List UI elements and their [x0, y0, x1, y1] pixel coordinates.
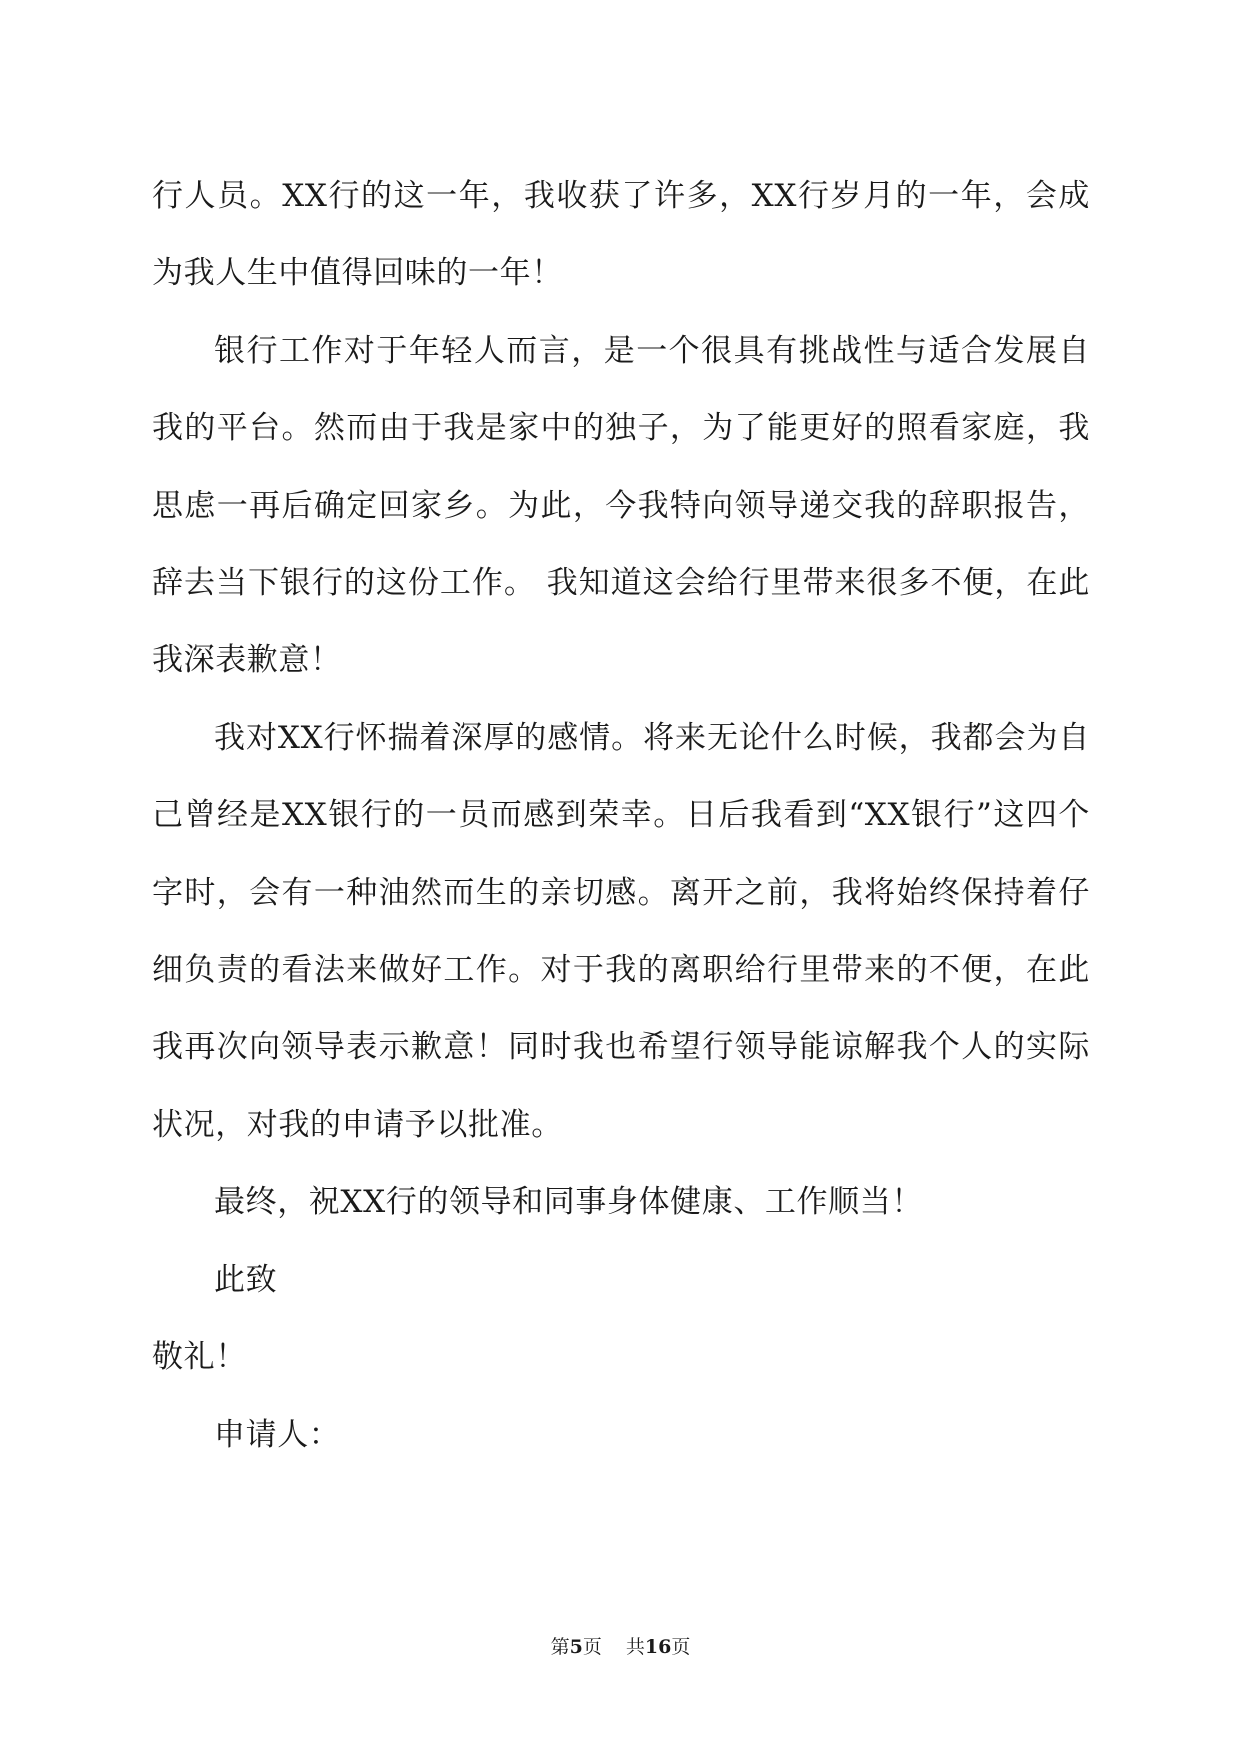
page-footer — [0, 1632, 1241, 1659]
page-prefix: 第 — [550, 1636, 570, 1658]
paragraph-continuation: 行人员。XX行的这一年，我收获了许多，XX行岁月的一年，会成为我人生中值得回味的一年！ — [152, 178, 1090, 292]
total-pages: 16 — [644, 1636, 672, 1658]
page-suffix: 页 — [582, 1636, 602, 1658]
applicant-signature-line: 申请人： — [214, 1416, 341, 1453]
page-number: 5 — [569, 1636, 583, 1658]
letter-body — [152, 158, 1090, 1474]
total-suffix: 页 — [671, 1636, 691, 1658]
total-prefix: 共 — [625, 1636, 645, 1658]
salutation-jingli: 敬礼！ — [152, 1339, 247, 1376]
salutation-cizhi: 此致 — [214, 1261, 278, 1298]
paragraph-gratitude: 我对XX行怀揣着深厚的感情。将来无论什么时候，我都会为自己曾经是XX银行的一员而感到荣幸。日后我看到“XX银行”这四个字时，会有一种油然而生的亲切感。离开之前，我将始终保持着仔细负责的看法来做好工作。对于我的离职给行里带来的不便，在此我再次向领导表示歉意！同时我也希望行领导能谅解我个人的实际状况，对我的申请予以批准。 — [152, 719, 1090, 1143]
paragraph-resignation-reason: 银行工作对于年轻人而言，是一个很具有挑战性与适合发展自我的平台。然而由于我是家中的独子，为了能更好的照看家庭，我思虑一再后确定回家乡。为此，今我特向领导递交我的辞职报告，辞去当下银行的这份工作。 我知道这会给行里带来很多不便，在此我深表歉意！ — [152, 332, 1090, 679]
paragraph-closing-wishes: 最终，祝XX行的领导和同事身体健康、工作顺当！ — [214, 1184, 923, 1221]
